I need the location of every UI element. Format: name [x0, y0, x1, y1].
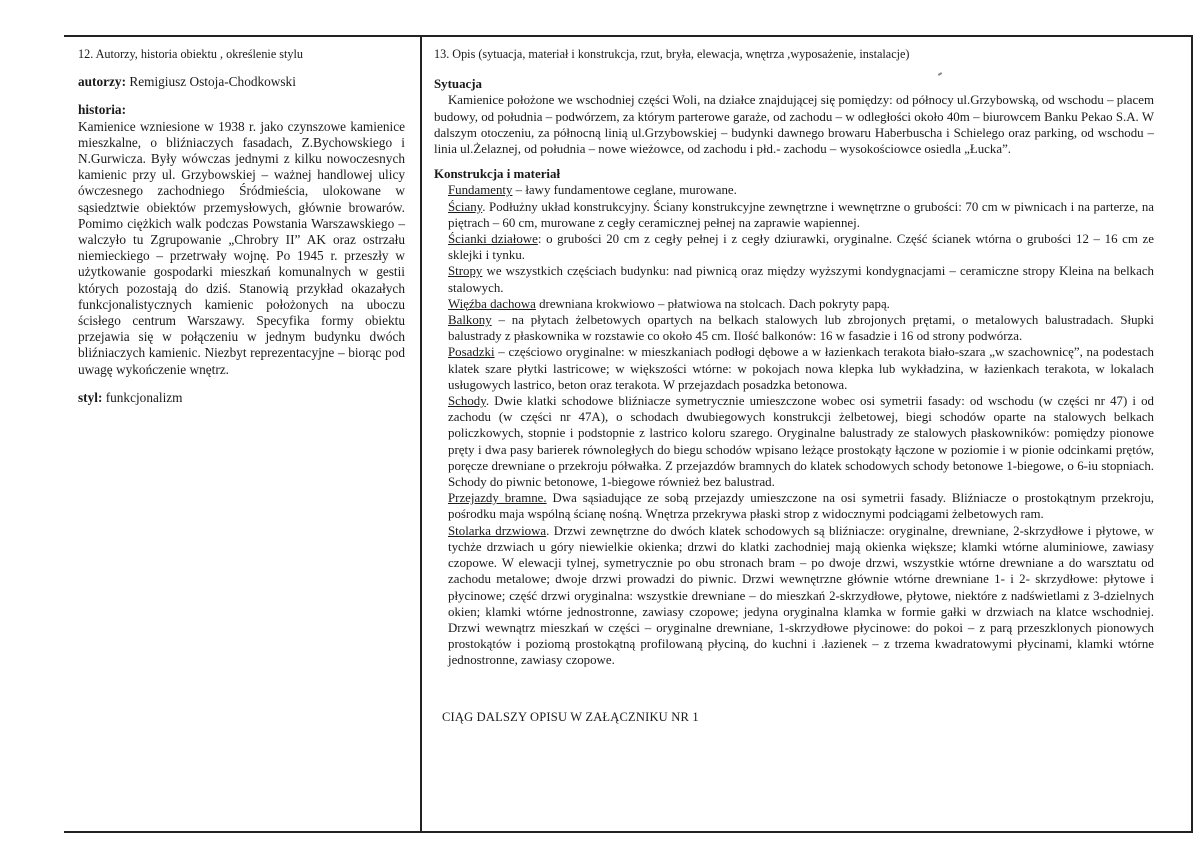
item-text: : o grubości 20 cm z cegły pełnej i z cegły dziurawki, oryginalne. Część ścianek wtórna o grubości 12 – 16 cm ze sklejki i tynku. — [448, 232, 1155, 263]
item-stropy — [448, 263, 1154, 295]
item-text: – na płytach żelbetowych opartych na belkach stalowych lub zbrojonych prętami, o metalowych balustradach. Słupki balustrady z płaskownika w rozstawie co około 45 cm. Ilość balkonów: 16 w fasadzie i 16 od strony podwórza. — [448, 313, 1154, 344]
item-posadzki — [448, 344, 1154, 393]
item-fundamenty — [448, 182, 1154, 198]
item-term: Stolarka drzwiowa — [448, 523, 547, 538]
style-label: styl: — [78, 389, 103, 405]
construction-items — [434, 182, 1154, 668]
item-term: Posadzki — [448, 345, 495, 360]
item-text: . Drzwi zewnętrzne do dwóch klatek schodowych są bliźniacze: oryginalne, drewniane, 2-skrzydłowe i płytowe, w tychże drzwiach u góry niewielkie okienka; drzwi do klatki zachodniej mają okienka większe; klamki wtórne aluminiowe, zawiasy czopowe. W elewacji tylnej, symetrycznie po obu stronach bram – po dwoje drzwi, wszystkie wtórne drewniane a do warsztatu od zachodu metalowe; dwoje drzwi prowadzi do piwnic. Drzwi wewnętrzne głównie wtórne drewniane 1- i 2- skrzydłowe: płytowe i płycinowe; część drzwi oryginalna: wszystkie drewniane – do mieszkań 2-skrzydłowe, płytowe, niektóre z nadświetlami z 3-dzielnych okien; klamki wtórne jednostronne, zawiasy czopowe; jedyna oryginalna klamka w formie gałki w drzwiach na klatce wschodniej. Drzwi wewnątrz mieszkań w części – oryginalne drewniane, 1-skrzydłowe płycinowe: do pokoi – z parą przeszklonych pionowych prostokątów i poziomą prostokątną profilowaną płyciną, do kuchni i .łazienek – z trzema kwadratowymi płycinami, klamki wtórne jednostronne, zawiasy czopowe. — [448, 523, 1154, 668]
authors-label: autorzy: — [78, 74, 126, 90]
item-term: Fundamenty — [448, 183, 513, 198]
item-term: Więźba dachowa — [448, 296, 536, 311]
item-text: we wszystkich częściach budynku: nad piwnicą oraz między wyższymi kondygnacjami – ceramiczne stropy Kleina na belkach stalowych. — [448, 264, 1154, 295]
item-balkony — [448, 312, 1154, 344]
item-schody — [448, 393, 1154, 490]
item-scianki-dzialowe — [448, 231, 1154, 263]
history-label: historia: — [78, 102, 127, 118]
style-value: funkcjonalizm — [105, 389, 183, 405]
continuation-note: CIĄG DALSZY OPISU W ZAŁĄCZNIKU NR 1 — [442, 709, 699, 724]
item-term: Stropy — [448, 264, 483, 279]
style-line — [78, 390, 405, 406]
item-wiezba — [448, 296, 1154, 312]
item-term: Schody — [448, 394, 486, 409]
item-text: – ławy fundamentowe ceglane, murowane. — [512, 183, 737, 198]
item-text: . Podłużny układ konstrukcyjny. Ściany konstrukcyjne zewnętrzne i wewnętrzne o grubości: 70 cm w piwnicach i na parterze, na piętrach – 60 cm, murowane z cegły ceramicznej pełnej na zaprawie wapiennej. — [448, 199, 1154, 230]
item-term: Ścianki działowe — [448, 232, 538, 247]
situation-label: Sytuacja — [434, 77, 482, 92]
item-term: Balkony — [448, 313, 492, 328]
authors-line — [78, 74, 405, 90]
section-13-heading: 13. Opis (sytuacja, materiał i konstrukcja, rzut, bryła, elewacja, wnętrza ,wyposażenie, instalacje) — [434, 47, 910, 61]
item-text: . Dwie klatki schodowe bliźniacze symetrycznie umieszczone wobec osi symetrii fasady: od wschodu (w części nr 47) i od zachodu (w części nr 47A), o schodach dwubiegowych konstrukcji żelbetowej, biegi schodów oparte na stalowych belkach policzkowych, stopnie i podstopnie z lastrico koloru szarego. Oryginalne balustrady ze stalowych płaskowników: pomiędzy pionowe pręty i dwa pasy barierek równoległych do biegu schodów wpisano leżące prostokąty łączone w poziomie i w pionie odcinkami prętów, poręcze drewniane o przekroju półwałka. Z przejazdów bramnych do klatek schodowych schody betonowe 1-biegowe, o 6-iu stopniach. Schody do piwnic betonowe, 1-biegowe również bez balustrad. — [448, 394, 1154, 490]
history-text: Kamienice wzniesione w 1938 r. jako czynszowe kamienice mieszkalne, o bliźniaczych fasadach, Z.Bychowskiego i N.Gurwicza. Były wówczas jednymi z kilku nowoczesnych kamienic przy ul. Grzybowskiej – ważnej handlowej ulicy ówczesnego zachodniego Śródmieścia, ulokowane w sąsiedztwie obiektów przemysłowych, głównie browarów. Pomimo ciężkich walk podczas Powstania Warszawskiego – walczyło tu Zgrupowanie „Chrobry II” AK oraz ostrzału niemieckiego – przetrwały wojnę. Po 1945 r. przeszły w użytkowanie gospodarki mieszkań komunalnych w gestii których pozostają do dziś. Stanowią przykład okazałych funkcjonalistycznych kamienic położonych na uboczu ścisłego centrum Warszawy. Specyfika formy obiektu przejawia się w połączeniu w jednym budynku dwóch bliźniaczych kamienic. Niezbyt reprezentacyjne – biorąc pod uwagę wykończenie wnętrz. — [78, 118, 405, 377]
item-term: Przejazdy bramne. — [448, 491, 547, 506]
item-term: Ściany — [448, 199, 483, 214]
section-12-heading: 12. Autorzy, historia obiektu , określenie stylu — [78, 47, 303, 61]
right-column — [434, 46, 1154, 725]
authors-value: Remigiusz Ostoja-Chodkowski — [129, 74, 296, 90]
item-sciany — [448, 199, 1154, 231]
column-divider — [420, 35, 422, 833]
item-text: – częściowo oryginalne: w mieszkaniach podłogi dębowe a w łazienkach terakota biało-szara „w szachownicę”, na podestach klatek szare płytki lastricowe; w większości wtórne: w pokojach nowa klepka lub wykładzina, w łazienkach terakota, w lokalach usługowych lastrico, beton oraz terakota. W przejazdach posadzka betonowa. — [448, 345, 1154, 392]
item-text: drewniana krokwiowo – płatwiowa na stolcach. Dach pokryty papą. — [535, 296, 890, 311]
construction-label: Konstrukcja i materiał — [434, 167, 561, 182]
item-przejazdy — [448, 490, 1154, 522]
left-column — [78, 46, 405, 406]
page-border-bottom — [64, 831, 1193, 833]
item-stolarka — [448, 523, 1154, 669]
situation-text: Kamienice położone we wschodniej części Woli, na działce znajdującej się pomiędzy: od północy ul.Grzybowską, od wschodu – placem budowy, od południa – podwórzem, za którym parterowe garaże, od zachodu – w odległości około 40m – biurowcem Banku Pekao S.A. W dalszym otoczeniu, za północną linią ul.Grzybowskiej – budynki dawnego browaru Haberbuscha i Schielego oraz parking, od wschodu – linia ul.Żelaznej, od południa – nowe wieżowce, od zachodu i płd.- zachodu – wysokościowce osiedla „Łucka”. — [434, 93, 1154, 157]
page-border-right — [1191, 35, 1193, 833]
page-border-top — [64, 35, 1191, 37]
item-text: Dwa sąsiadujące ze sobą przejazdy umieszczone na osi symetrii fasady. Bliźniacze o prostokątnym przekroju, pośrodku maja wspólną ścianę nośną. Wnętrza przekrywa płaski strop z widocznymi podciągami żelbetowych ram. — [448, 491, 1154, 522]
